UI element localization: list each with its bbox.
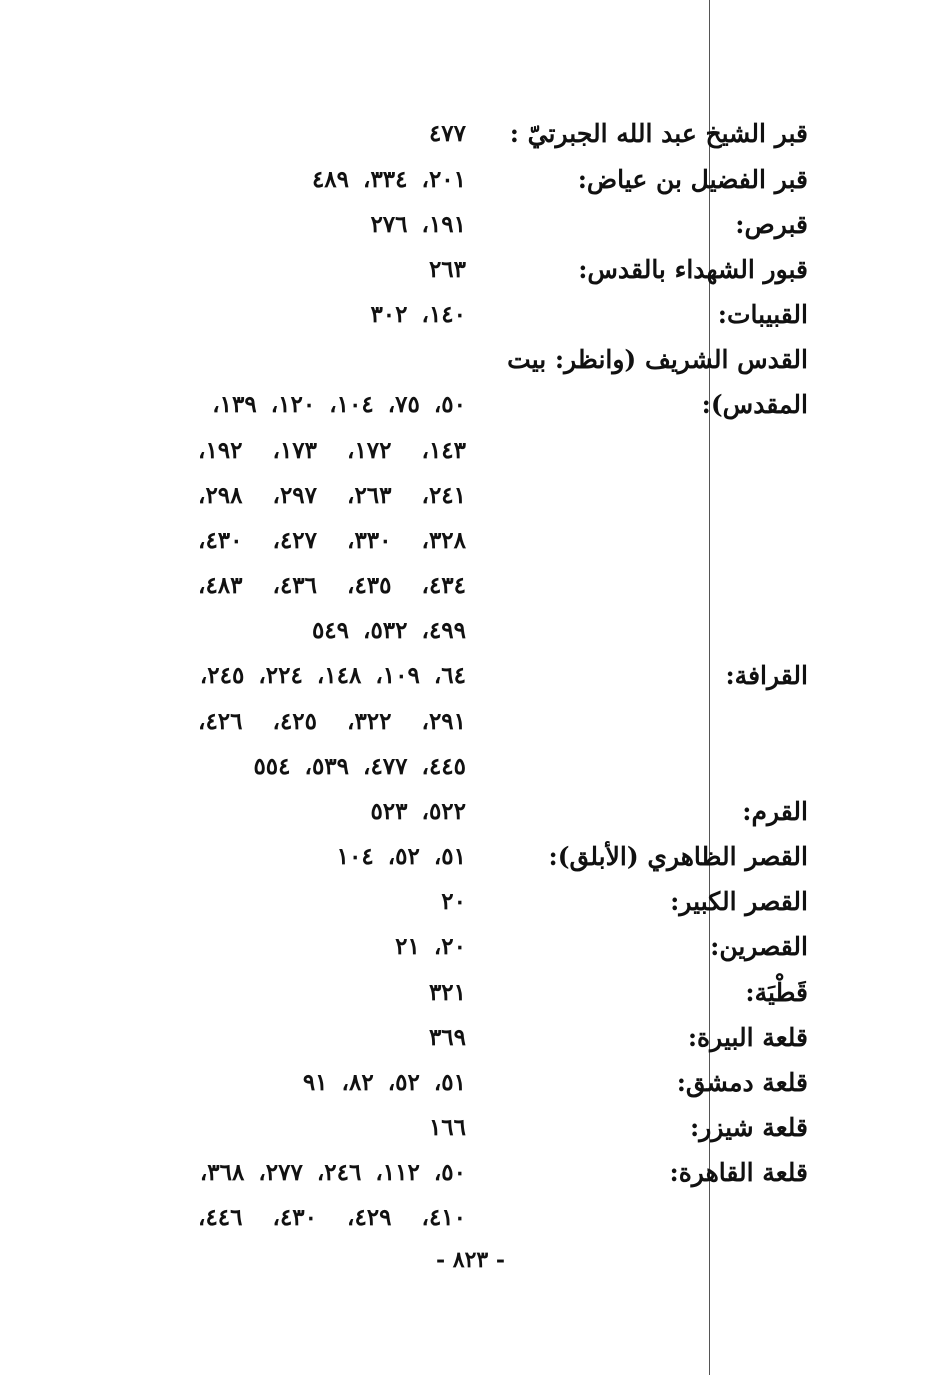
index-entry xyxy=(0,747,941,787)
index-entry xyxy=(0,295,941,335)
entry-pages: ١٦٦ xyxy=(428,1114,466,1141)
entry-term: قلعة دمشق: xyxy=(676,1068,808,1097)
index-entry xyxy=(0,1018,941,1058)
entry-term: قبر الشيخ عبد الله الجبرتيّ : xyxy=(509,119,808,148)
index-entry xyxy=(0,1108,941,1148)
index-entry xyxy=(0,1153,941,1193)
index-entry xyxy=(0,340,941,380)
entry-pages: ٥٠، ٧٥، ١٠٤، ١٢٠، ١٣٩، xyxy=(212,391,466,418)
entry-pages: ٢٠ xyxy=(441,888,466,915)
index-entry xyxy=(0,250,941,290)
entry-term: قبر الفضيل بن عياض: xyxy=(577,165,808,194)
entry-pages: ١٤٠، ٣٠٢ xyxy=(370,301,466,328)
index-entry xyxy=(0,973,941,1013)
entry-term: قلعة شيزر: xyxy=(690,1113,808,1142)
entry-term: القصر الظاهري (الأبلق): xyxy=(548,842,808,871)
index-entry xyxy=(0,566,941,606)
entry-term: القرم: xyxy=(742,797,808,826)
entry-pages: ٤٤٥، ٤٧٧، ٥٣٩، ٥٥٤ xyxy=(253,753,466,780)
index-entry xyxy=(0,521,941,561)
page-number: - ٨٢٣ - xyxy=(435,1247,506,1273)
index-entry xyxy=(0,792,941,832)
entry-term: قلعة البيرة: xyxy=(687,1023,808,1052)
entry-term: القصرين: xyxy=(710,932,808,961)
entry-pages: ٥١، ٥٢، ١٠٤ xyxy=(336,843,466,870)
entry-pages: ٢٦٣ xyxy=(428,256,466,283)
entry-term: قلعة القاهرة: xyxy=(669,1158,808,1187)
entry-pages: ٢٩١، ٣٢٢، ٤٢٥، ٤٢٦، xyxy=(198,708,466,735)
index-entry xyxy=(0,114,941,154)
index-entry xyxy=(0,927,941,967)
index-entry xyxy=(0,476,941,516)
entry-pages: ٥١، ٥٢، ٨٢، ٩١ xyxy=(302,1069,466,1096)
entry-pages: ٥٠، ١١٢، ٢٤٦، ٢٧٧، ٣٦٨، xyxy=(199,1159,466,1186)
entry-term: قَطْيَة: xyxy=(745,978,808,1007)
index-entry xyxy=(0,882,941,922)
entry-pages: ٤١٠، ٤٢٩، ٤٣٠، ٤٤٦، xyxy=(198,1204,466,1231)
entry-pages: ٢٤١، ٢٦٣، ٢٩٧، ٢٩٨، xyxy=(198,482,466,509)
entry-pages: ٢٠، ٢١ xyxy=(395,933,466,960)
entry-pages: ١٤٣، ١٧٢، ١٧٣، ١٩٢، xyxy=(198,437,466,464)
index-entry xyxy=(0,160,941,200)
index-entry xyxy=(0,837,941,877)
entry-pages: ٦٤، ١٠٩، ١٤٨، ٢٢٤، ٢٤٥، xyxy=(199,662,466,689)
entry-pages: ١٩١، ٢٧٦ xyxy=(370,211,466,238)
entry-term: القرافة: xyxy=(725,661,808,690)
index-entry xyxy=(0,656,941,696)
entry-pages: ٤٧٧ xyxy=(428,120,466,147)
entry-pages: ٥٢٢، ٥٢٣ xyxy=(370,798,466,825)
index-entry xyxy=(0,1198,941,1238)
index-entry xyxy=(0,611,941,651)
entry-pages: ٢٠١، ٣٣٤، ٤٨٩ xyxy=(311,166,466,193)
index-entry xyxy=(0,431,941,471)
entry-pages: ٣٢١ xyxy=(428,979,466,1006)
entry-term: قبرص: xyxy=(735,210,808,239)
index-entry xyxy=(0,385,941,425)
index-entry xyxy=(0,702,941,742)
entry-pages: ٣٦٩ xyxy=(428,1024,466,1051)
entry-term: المقدس): xyxy=(701,390,808,419)
entry-term: قبور الشهداء بالقدس: xyxy=(578,255,808,284)
entry-term: القبيبات: xyxy=(717,300,808,329)
entry-pages: ٤٩٩، ٥٣٢، ٥٤٩ xyxy=(311,617,466,644)
index-entry xyxy=(0,1063,941,1103)
index-entry xyxy=(0,205,941,245)
entry-pages: ٤٣٤، ٤٣٥، ٤٣٦، ٤٨٣، xyxy=(198,572,466,599)
entry-term: القدس الشريف (وانظر: بيت xyxy=(507,345,808,374)
entry-pages: ٣٢٨، ٣٣٠، ٤٢٧، ٤٣٠، xyxy=(198,527,466,554)
entry-term: القصر الكبير: xyxy=(670,887,808,916)
